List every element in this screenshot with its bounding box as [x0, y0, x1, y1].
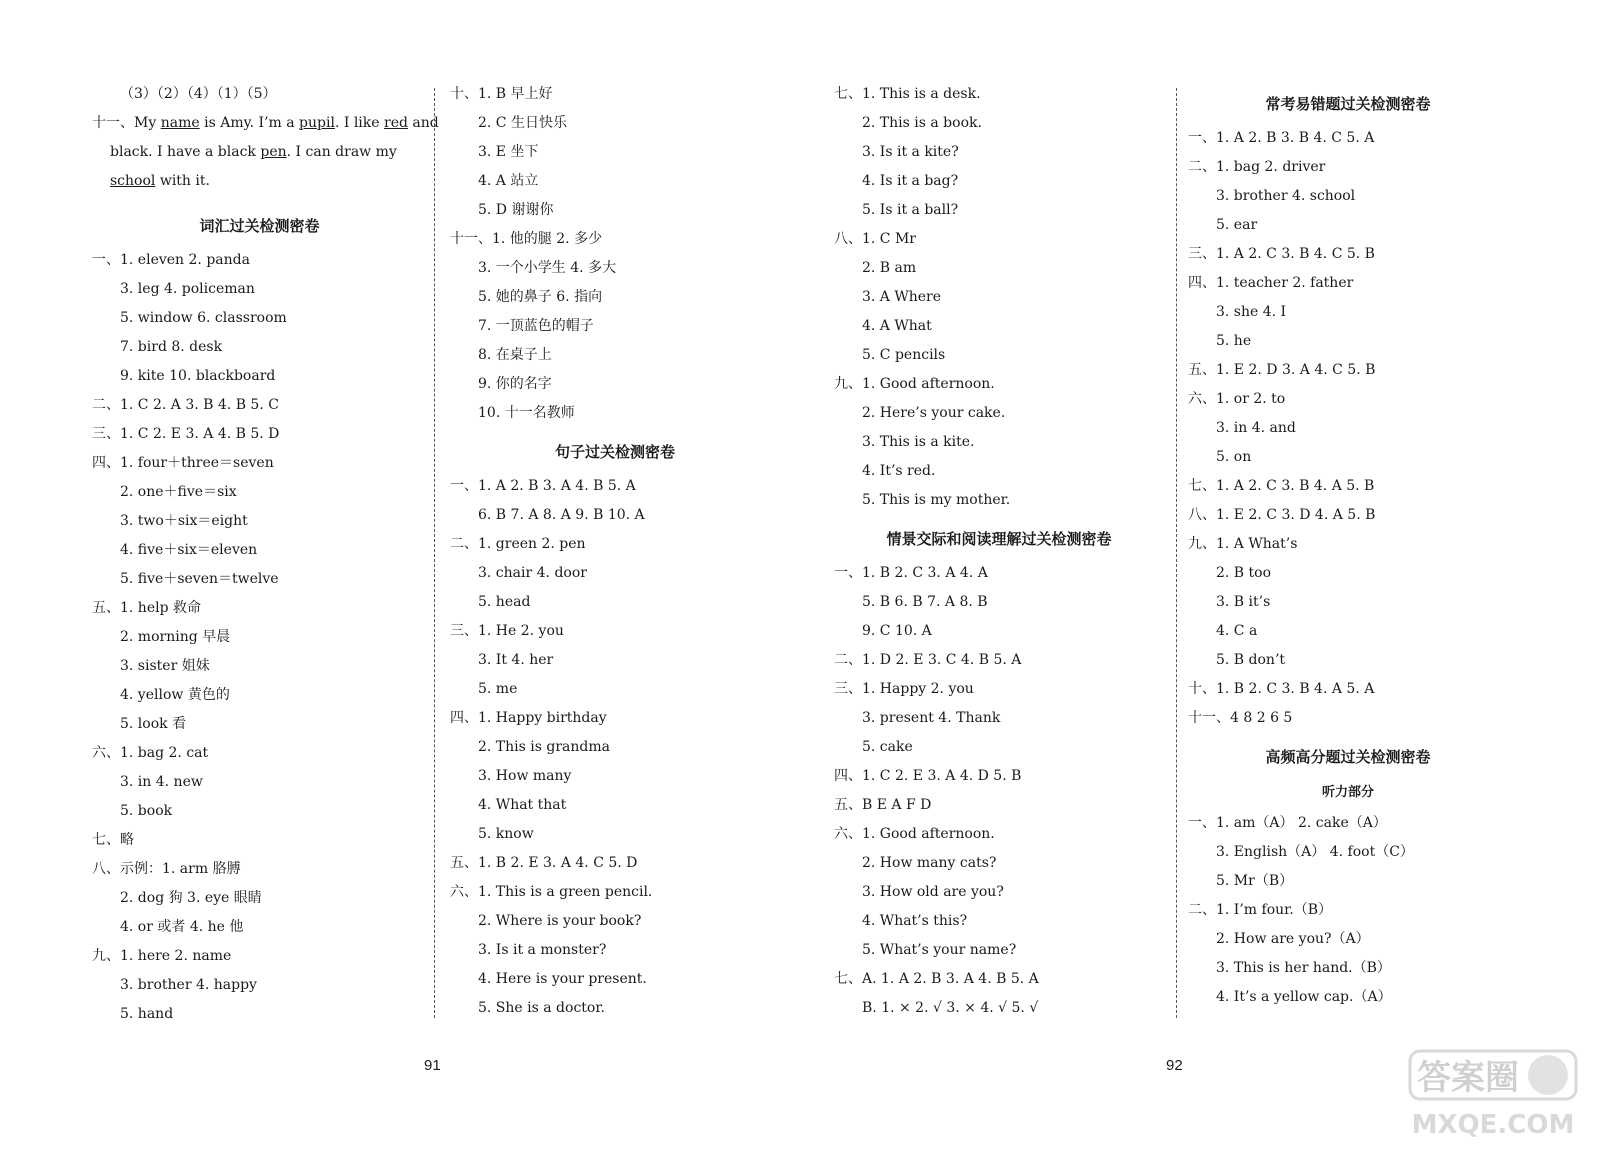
answer-line: 2. one＋five＝six — [120, 484, 237, 500]
watermark-url: MXQE.COM — [1411, 1110, 1575, 1140]
answer-line: 4. C a — [1216, 623, 1258, 639]
answer-line: 三、1. A 2. C 3. B 4. C 5. B — [1188, 246, 1375, 262]
answer-line: 2. This is a book. — [862, 115, 982, 131]
answer-list — [92, 246, 427, 1029]
answer-line: 5. B don’t — [1216, 652, 1286, 668]
answer-line: 2. How many cats? — [862, 855, 997, 871]
answer-line: 六、1. This is a green pencil. — [450, 884, 653, 900]
answer-line: 四、1. C 2. E 3. A 4. D 5. B — [834, 768, 1022, 784]
answer-line: 九、1. A What’s — [1188, 536, 1298, 552]
answer-line: 3. B it’s — [1216, 594, 1271, 610]
answer-line: 三、1. Happy 2. you — [834, 681, 974, 697]
answer-line: 4. What’s this? — [862, 913, 968, 929]
answer-line: 二、1. green 2. pen — [450, 536, 586, 552]
answer-line: 4. Is it a bag? — [862, 173, 959, 189]
answer-line: 3. present 4. Thank — [862, 710, 1001, 726]
answer-line: 六、1. bag 2. cat — [92, 745, 209, 761]
answer-line: 3. sister 姐妹 — [120, 658, 210, 674]
section-heading: 句子过关检测密卷 — [554, 443, 675, 461]
answer-line: 5. D 谢谢你 — [478, 202, 554, 218]
watermark-text: 答案圈 — [1417, 1058, 1519, 1098]
answer-line: 3. brother 4. happy — [120, 977, 257, 993]
answer-line: 2. Here’s your cake. — [862, 405, 1006, 421]
answer-line: 3. This is a kite. — [862, 434, 975, 450]
page-number-right: 92 — [1166, 1057, 1183, 1074]
answer-line: 一、1. A 2. B 3. A 4. B 5. A — [450, 478, 636, 494]
answer-line: 5. ear — [1216, 217, 1258, 233]
answer-line: 2. B too — [1216, 565, 1272, 581]
answer-line: 3. brother 4. school — [1216, 188, 1356, 204]
answer-line: 九、1. Good afternoon. — [834, 376, 995, 392]
answer-line: 四、1. teacher 2. father — [1188, 275, 1354, 291]
answer-line: 五、B E A F D — [834, 797, 932, 813]
column-divider — [434, 88, 435, 1018]
answer-line: 一、1. B 2. C 3. A 4. A — [834, 565, 988, 581]
answer-line: 十、1. B 早上好 — [450, 86, 553, 102]
answer-line: 5. he — [1216, 333, 1252, 349]
answer-line: 3. E 坐下 — [478, 144, 539, 160]
answer-line: 八、1. E 2. C 3. D 4. A 5. B — [1188, 507, 1376, 523]
answer-line: 2. How are you?（A） — [1216, 931, 1370, 947]
answer-line: 2. B am — [862, 260, 917, 276]
column-1 — [92, 80, 439, 1029]
answer-line: 5. What’s your name? — [862, 942, 1017, 958]
answer-line: 5. head — [478, 594, 531, 610]
answer-line: 4. A 站立 — [478, 173, 539, 189]
answer-line: 5. window 6. classroom — [120, 310, 287, 326]
answer-line: 2. C 生日快乐 — [478, 115, 567, 131]
answer-line: 5. book — [120, 803, 173, 819]
answer-line: 5. Is it a ball? — [862, 202, 959, 218]
section-heading: 词汇过关检测密卷 — [199, 217, 320, 235]
page-number-left: 91 — [424, 1057, 441, 1074]
answer-line: 六、1. Good afternoon. — [834, 826, 995, 842]
column-3 — [834, 80, 1164, 1023]
watermark-logo-icon — [1408, 1043, 1578, 1143]
answer-line: 10. 十一名教师 — [478, 405, 575, 421]
answer-word: red — [384, 115, 408, 131]
answer-line: B. 1. × 2. √ 3. × 4. √ 5. √ — [862, 1000, 1039, 1016]
answer-line: 4. A What — [862, 318, 932, 334]
answer-line: 十一、4 8 2 6 5 — [1188, 710, 1293, 726]
answer-line: 3. How many — [478, 768, 572, 784]
answer-line: 二、1. bag 2. driver — [1188, 159, 1326, 175]
answer-line: 五、1. E 2. D 3. A 4. C 5. B — [1188, 362, 1376, 378]
answer-line: 3. Is it a kite? — [862, 144, 959, 160]
answer-line: 三、1. He 2. you — [450, 623, 564, 639]
answer-line: 9. 你的名字 — [478, 376, 552, 392]
answer-line: 五、1. B 2. E 3. A 4. C 5. D — [450, 855, 638, 871]
answer-line: 一、1. eleven 2. panda — [92, 252, 250, 268]
answer-line: 7. 一顶蓝色的帽子 — [478, 318, 594, 334]
answer-line: 3. in 4. and — [1216, 420, 1296, 436]
answer-line: 3. Is it a monster? — [478, 942, 607, 958]
answer-line: 5. five＋seven＝twelve — [120, 571, 279, 587]
watermark-logo — [1408, 1043, 1578, 1143]
answer-line: 2. morning 早晨 — [120, 629, 231, 645]
answer-line: 4. yellow 黄色的 — [120, 687, 230, 703]
answer-line: 3. A Where — [862, 289, 942, 305]
answer-line: 4. What that — [478, 797, 567, 813]
column-divider — [1176, 88, 1177, 1018]
answer-word: school — [110, 173, 156, 189]
answer-line: 七、1. This is a desk. — [834, 86, 981, 102]
answer-text: . I like — [334, 115, 385, 131]
answer-line: 5. B 6. B 7. A 8. B — [862, 594, 988, 610]
answer-line: 5. me — [478, 681, 518, 697]
answer-line: 七、略 — [92, 832, 134, 848]
answer-line: （3）（2）（4）（1）（5） — [120, 86, 277, 102]
answer-line: 5. She is a doctor. — [478, 1000, 605, 1016]
answer-line: 5. know — [478, 826, 534, 842]
answer-line: 3. How old are you? — [862, 884, 1004, 900]
answer-line: 3. This is her hand.（B） — [1216, 960, 1391, 976]
answer-line: 四、1. Happy birthday — [450, 710, 607, 726]
answer-line: 5. C pencils — [862, 347, 946, 363]
answer-line: 9. C 10. A — [862, 623, 932, 639]
answer-list — [450, 80, 780, 428]
answer-line: 8. 在桌子上 — [478, 347, 552, 363]
answer-word: pupil — [299, 115, 335, 131]
answer-list — [1188, 124, 1508, 733]
answer-line: 5. 她的鼻子 6. 指向 — [478, 289, 603, 305]
answer-word: name — [160, 115, 200, 131]
answer-line: 6. B 7. A 8. A 9. B 10. A — [478, 507, 645, 523]
section-heading: 情景交际和阅读理解过关检测密卷 — [886, 530, 1112, 548]
answer-line: 2. This is grandma — [478, 739, 610, 755]
answer-line: 3. chair 4. door — [478, 565, 587, 581]
answer-text: is Amy. I’m a — [199, 115, 300, 131]
answer-line: 二、1. C 2. A 3. B 4. B 5. C — [92, 397, 279, 413]
answer-line: 2. dog 狗 3. eye 眼睛 — [120, 890, 262, 906]
answer-line: 3. English（A） 4. foot（C） — [1216, 844, 1414, 860]
answer-text: and black. I have a black — [110, 115, 439, 160]
answer-line: 4. It’s red. — [862, 463, 936, 479]
answer-text: with it. — [155, 173, 210, 189]
answer-line: 4. or 或者 4. he 他 — [120, 919, 244, 935]
answer-text: . I can draw my — [286, 144, 397, 160]
answer-line: 一、1. A 2. B 3. B 4. C 5. A — [1188, 130, 1375, 146]
answer-line: 二、1. I’m four.（B） — [1188, 902, 1333, 918]
answer-list — [834, 559, 1164, 1023]
answer-line: 5. This is my mother. — [862, 492, 1011, 508]
answer-word: pen — [260, 144, 287, 160]
answer-list — [834, 80, 1164, 515]
answer-list — [1188, 809, 1508, 1012]
answer-line: 5. hand — [120, 1006, 174, 1022]
column-2 — [450, 80, 780, 1023]
answer-line: 九、1. here 2. name — [92, 948, 232, 964]
answer-line: 六、1. or 2. to — [1188, 391, 1286, 407]
answer-line: 八、示例：1. arm 胳膊 — [92, 861, 241, 877]
answer-paragraph — [92, 109, 440, 196]
answer-line: 十、1. B 2. C 3. B 4. A 5. A — [1188, 681, 1375, 697]
answer-line: 9. kite 10. blackboard — [120, 368, 276, 384]
answer-line: 三、1. C 2. E 3. A 4. B 5. D — [92, 426, 280, 442]
answer-list — [450, 472, 780, 1023]
section-heading: 常考易错题过关检测密卷 — [1265, 95, 1431, 113]
section-heading: 高频高分题过关检测密卷 — [1265, 748, 1431, 766]
answer-line: 3. It 4. her — [478, 652, 554, 668]
answer-line: 五、1. help 救命 — [92, 600, 201, 616]
answer-line: 4. It’s a yellow cap.（A） — [1216, 989, 1392, 1005]
answer-line: 4. five＋six＝eleven — [120, 542, 258, 558]
answer-line: 5. Mr（B） — [1216, 873, 1294, 889]
answer-text: 十一、My — [92, 115, 161, 131]
answer-line: 八、1. C Mr — [834, 231, 916, 247]
answer-line: 一、1. am（A） 2. cake（A） — [1188, 815, 1387, 831]
section-subheading: 听力部分 — [1321, 785, 1374, 800]
column-4 — [1188, 80, 1508, 1012]
answer-line: 3. she 4. I — [1216, 304, 1287, 320]
answer-line: 5. cake — [862, 739, 913, 755]
answer-line: 3. two＋six＝eight — [120, 513, 248, 529]
answer-line: 十一、1. 他的腿 2. 多少 — [450, 231, 603, 247]
answer-line: 5. on — [1216, 449, 1252, 465]
answer-line: 3. leg 4. policeman — [120, 281, 255, 297]
answer-line: 七、1. A 2. C 3. B 4. A 5. B — [1188, 478, 1375, 494]
answer-line: 5. look 看 — [120, 716, 187, 732]
answer-line: 2. Where is your book? — [478, 913, 642, 929]
answer-line: 四、1. four＋three＝seven — [92, 455, 274, 471]
answer-line: 七、A. 1. A 2. B 3. A 4. B 5. A — [834, 971, 1039, 987]
answer-line: 3. 一个小学生 4. 多大 — [478, 260, 617, 276]
answer-line: 3. in 4. new — [120, 774, 203, 790]
answer-line: 7. bird 8. desk — [120, 339, 223, 355]
answer-line: 4. Here is your present. — [478, 971, 647, 987]
answer-line: 二、1. D 2. E 3. C 4. B 5. A — [834, 652, 1022, 668]
